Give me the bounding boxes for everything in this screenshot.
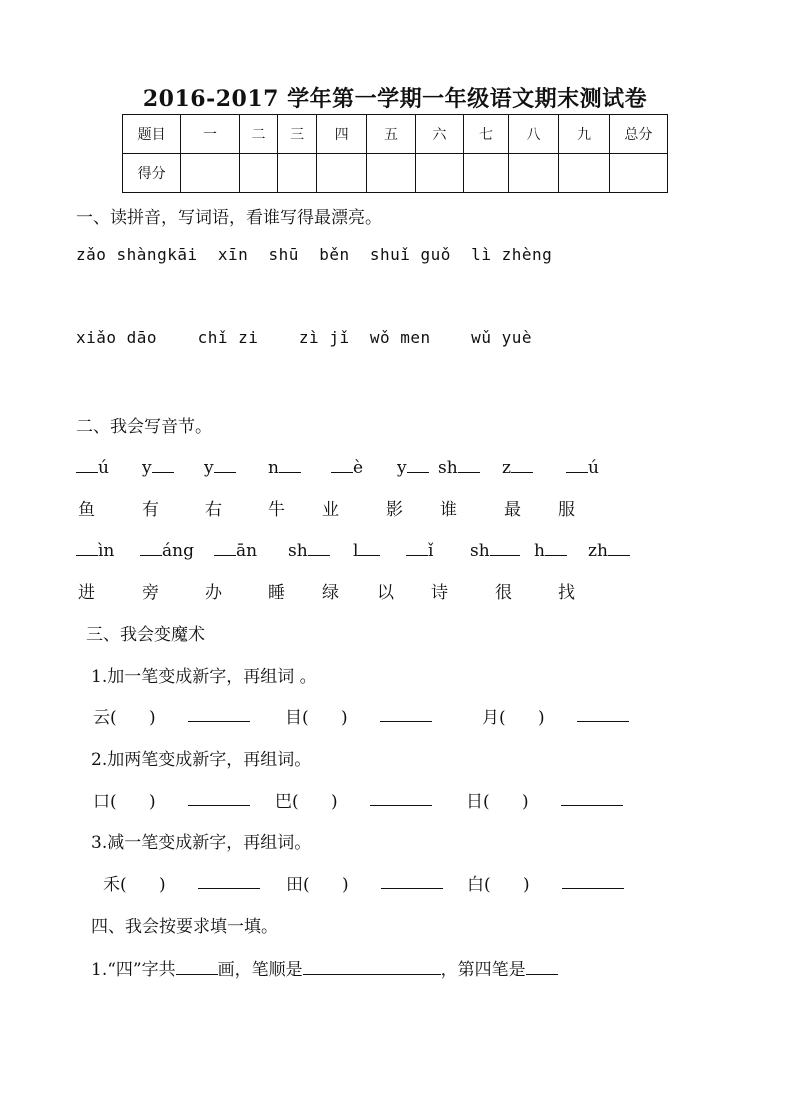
score-row-label: 得分 [123,154,181,193]
score-input-cell[interactable] [239,154,278,193]
hanzi-char: 影 [386,500,403,520]
syllable-blank-13[interactable]: sh [288,537,330,561]
score-header-cell: 一 [181,115,239,154]
section2-heading: 二、我会写音节。 [76,417,212,437]
word-blank[interactable] [380,703,432,727]
syllable-blank-10[interactable]: ìn [76,537,114,561]
hanzi-char: 很 [495,583,512,603]
hanzi-char: 有 [142,500,159,520]
question-3-3: 3.减一笔变成新字，再组词。 [91,833,312,853]
syllable-blank-18[interactable]: zh [588,537,630,561]
transform-item: 田( ) [286,875,349,895]
hanzi-char: 绿 [322,583,339,603]
transform-item: 月( ) [482,708,545,728]
score-header-cell: 五 [367,115,415,154]
fourth-stroke-blank[interactable] [526,956,558,975]
score-header-cell: 八 [508,115,558,154]
score-header-cell: 三 [278,115,317,154]
word-blank[interactable] [198,870,260,894]
syllable-blank-15[interactable]: ǐ [406,537,433,561]
transform-item: 巴( ) [275,792,338,812]
syllable-blank-6[interactable]: y [397,454,429,478]
syllable-blank-7[interactable]: sh [438,454,480,478]
hanzi-char: 找 [558,583,575,603]
hanzi-char: 服 [558,500,575,520]
score-input-cell[interactable] [415,154,463,193]
hanzi-char: 睡 [268,583,285,603]
hanzi-char: 业 [322,500,339,520]
transform-item: 云( ) [93,708,156,728]
hanzi-char: 最 [504,500,521,520]
score-input-cell[interactable] [508,154,558,193]
syllable-blank-12[interactable]: ān [214,537,257,561]
word-blank[interactable] [561,787,623,811]
score-input-cell[interactable] [367,154,415,193]
question-4-1: 1.“四”字共 画，笔顺是 ，第四笔是 [91,955,558,980]
hanzi-char: 办 [205,583,222,603]
score-table-header-row [123,115,668,154]
word-blank[interactable] [562,870,624,894]
syllable-blank-9[interactable]: ú [566,454,599,478]
question-3-1: 1.加一笔变成新字，再组词 。 [91,667,317,687]
stroke-order-blank[interactable] [303,956,441,975]
syllable-blank-11[interactable]: áng [140,537,194,561]
syllable-blank-3[interactable]: y [204,454,236,478]
hanzi-char: 旁 [142,583,159,603]
score-input-cell[interactable] [609,154,667,193]
transform-item: 禾( ) [103,875,166,895]
syllable-blank-1[interactable]: ú [76,454,109,478]
syllable-blank-14[interactable]: l [353,537,380,561]
hanzi-char: 牛 [268,500,285,520]
syllable-blank-4[interactable]: n [268,454,301,478]
page-title: 2016-2017 学年第一学期一年级语文期末测试卷 [142,86,648,112]
word-blank[interactable] [577,703,629,727]
pinyin-row-2: xiǎo dāo chǐ zi zì jǐ wǒ men wǔ yuè [76,328,532,347]
word-blank[interactable] [381,870,443,894]
transform-item: 白( ) [467,875,530,895]
word-blank[interactable] [188,787,250,811]
word-blank[interactable] [370,787,432,811]
score-table-score-row [123,154,668,193]
stroke-count-blank[interactable] [176,956,218,975]
score-input-cell[interactable] [559,154,609,193]
score-input-cell[interactable] [278,154,317,193]
hanzi-char: 以 [377,583,394,603]
score-header-cell: 九 [559,115,609,154]
transform-item: 口( ) [93,792,156,812]
question-3-2: 2.加两笔变成新字，再组词。 [91,750,312,770]
score-header-cell: 六 [415,115,463,154]
hanzi-char: 右 [205,500,222,520]
hanzi-char: 鱼 [78,500,95,520]
transform-item: 日( ) [466,792,529,812]
score-input-cell[interactable] [181,154,239,193]
syllable-blank-16[interactable]: sh [470,537,520,561]
score-input-cell[interactable] [464,154,509,193]
hanzi-char: 谁 [440,500,457,520]
transform-item: 目( ) [285,708,348,728]
score-header-cell: 题目 [123,115,181,154]
syllable-blank-17[interactable]: h [534,537,567,561]
section4-heading: 四、我会按要求填一填。 [91,917,278,937]
score-header-cell: 二 [239,115,278,154]
section3-heading: 三、我会变魔术 [86,625,205,645]
pinyin-row-1: zǎo shàngkāi xīn shū běn shuǐ guǒ lì zhèng [76,245,553,264]
syllable-blank-5[interactable]: è [331,454,363,478]
syllable-blank-2[interactable]: y [142,454,174,478]
syllable-blank-8[interactable]: z [502,454,533,478]
word-blank[interactable] [188,703,250,727]
hanzi-char: 诗 [431,583,448,603]
hanzi-char: 进 [78,583,95,603]
score-header-cell: 四 [316,115,366,154]
score-table [122,114,668,193]
score-header-cell: 总分 [609,115,667,154]
section1-heading: 一、读拼音，写词语，看谁写得最漂亮。 [76,208,382,228]
score-input-cell[interactable] [316,154,366,193]
score-header-cell: 七 [464,115,509,154]
